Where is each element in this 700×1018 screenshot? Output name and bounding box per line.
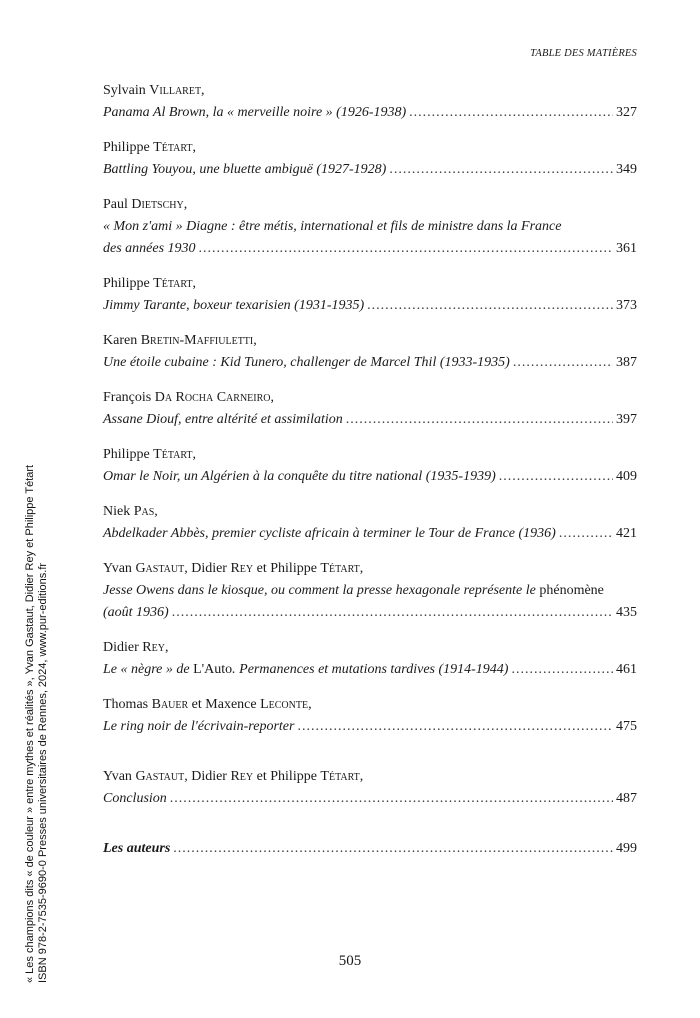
leader-dots: [199, 238, 613, 260]
entry-title: Conclusion: [103, 791, 167, 806]
toc-entry-conclusion[interactable]: [103, 766, 637, 810]
table-of-contents: [103, 80, 637, 873]
toc-entry[interactable]: [103, 444, 637, 488]
entry-title: des années 1930: [103, 241, 196, 256]
entry-title-row: [103, 466, 637, 488]
leader-dots: [513, 352, 613, 374]
page-number: 505: [338, 953, 362, 969]
entry-title-row: [103, 659, 637, 681]
leader-dots: [367, 295, 613, 317]
entry-title: Le « nègre » de L'Auto. Permanences et mutations tardives (1914-1944): [103, 662, 509, 677]
entry-title: Panama Al Brown, la « merveille noire » (1926-1938): [103, 105, 407, 120]
toc-entry[interactable]: [103, 273, 637, 317]
leader-dots: [297, 716, 613, 738]
leader-dots: [389, 159, 613, 181]
entry-title-row: [103, 523, 637, 545]
entry-title: Les auteurs: [103, 841, 171, 856]
leader-dots: [499, 466, 613, 488]
entry-title-row: [103, 238, 637, 260]
leader-dots: [172, 602, 613, 624]
toc-entry[interactable]: [103, 387, 637, 431]
entry-page-number: 499: [616, 841, 637, 856]
toc-entry[interactable]: [103, 637, 637, 681]
toc-entry[interactable]: [103, 330, 637, 374]
side-note-line-1: « Les champions dits « de couleur » entre mythes et réalités », Yvan Gastaut, Didier Rey et Philippe Tétart: [24, 464, 36, 983]
toc-entry[interactable]: [103, 80, 637, 124]
entry-author: Yvan Gastaut, Didier Rey et Philippe Tétart,: [103, 561, 364, 576]
entry-title-line: Jesse Owens dans le kiosque, ou comment la presse hexagonale représente le phénomène: [103, 583, 604, 598]
entry-author: Karen Bretin-Maffiuletti,: [103, 333, 257, 348]
leader-dots: [170, 788, 613, 810]
entry-title-row: [103, 102, 637, 124]
toc-entry[interactable]: [103, 194, 637, 260]
entry-title-line: « Mon z'ami » Diagne : être métis, international et fils de ministre dans la France: [103, 219, 562, 234]
entry-page-number: 397: [616, 412, 637, 427]
entry-page-number: 461: [616, 662, 637, 677]
entry-page-number: 373: [616, 298, 637, 313]
entry-title: Omar le Noir, un Algérien à la conquête du titre national (1935-1939): [103, 469, 496, 484]
entry-title: (août 1936): [103, 605, 169, 620]
entry-author: Didier Rey,: [103, 640, 169, 655]
entry-page-number: 475: [616, 719, 637, 734]
entry-author: Philippe Tétart,: [103, 276, 197, 291]
toc-entry[interactable]: [103, 137, 637, 181]
entry-title-row: [103, 838, 637, 860]
entry-title: Jimmy Tarante, boxeur texarisien (1931-1935): [103, 298, 365, 313]
entry-author: François Da Rocha Carneiro,: [103, 390, 275, 405]
entry-title: Abdelkader Abbès, premier cycliste africain à terminer le Tour de France (1936): [103, 526, 556, 541]
entry-title-row: [103, 602, 637, 624]
leader-dots: [346, 409, 613, 431]
entry-title: Le ring noir de l'écrivain-reporter: [103, 719, 295, 734]
leader-dots: [559, 523, 613, 545]
toc-entry[interactable]: [103, 501, 637, 545]
entry-page-number: 409: [616, 469, 637, 484]
entry-author: Philippe Tétart,: [103, 447, 197, 462]
entry-author: Paul Dietschy,: [103, 197, 188, 212]
entry-page-number: 387: [616, 355, 637, 370]
entry-page-number: 487: [616, 791, 637, 806]
entry-author: Yvan Gastaut, Didier Rey et Philippe Tétart,: [103, 769, 364, 784]
entry-title-row: [103, 788, 637, 810]
toc-entry[interactable]: [103, 558, 637, 624]
entry-title-row: [103, 159, 637, 181]
entry-title: Assane Diouf, entre altérité et assimilation: [103, 412, 343, 427]
entry-title-row: [103, 409, 637, 431]
entry-page-number: 361: [616, 241, 637, 256]
entry-page-number: 421: [616, 526, 637, 541]
side-note-line-2: ISBN 978-2-7535-9690-0 Presses universitaires de Rennes, 2024, www.pur-editions.fr: [37, 562, 49, 983]
entry-title-row: [103, 295, 637, 317]
entry-author: Sylvain Villaret,: [103, 83, 205, 98]
toc-entry[interactable]: [103, 694, 637, 738]
entry-title-row: [103, 716, 637, 738]
entry-title-row: [103, 352, 637, 374]
leader-dots: [409, 102, 613, 124]
entry-title: Une étoile cubaine : Kid Tunero, challenger de Marcel Thil (1933-1935): [103, 355, 510, 370]
leader-dots: [511, 659, 613, 681]
toc-entry-les-auteurs[interactable]: [103, 838, 637, 860]
entry-author: Philippe Tétart,: [103, 140, 197, 155]
running-head: TABLE DES MATIÈRES: [530, 48, 637, 59]
entry-title: Battling Youyou, une bluette ambiguë (1927-1928): [103, 162, 387, 177]
entry-page-number: 327: [616, 105, 637, 120]
entry-author: Thomas Bauer et Maxence Leconte,: [103, 697, 312, 712]
entry-author: Niek Pas,: [103, 504, 158, 519]
entry-page-number: 435: [616, 605, 637, 620]
leader-dots: [173, 838, 613, 860]
entry-page-number: 349: [616, 162, 637, 177]
side-copyright-note: [24, 465, 50, 983]
